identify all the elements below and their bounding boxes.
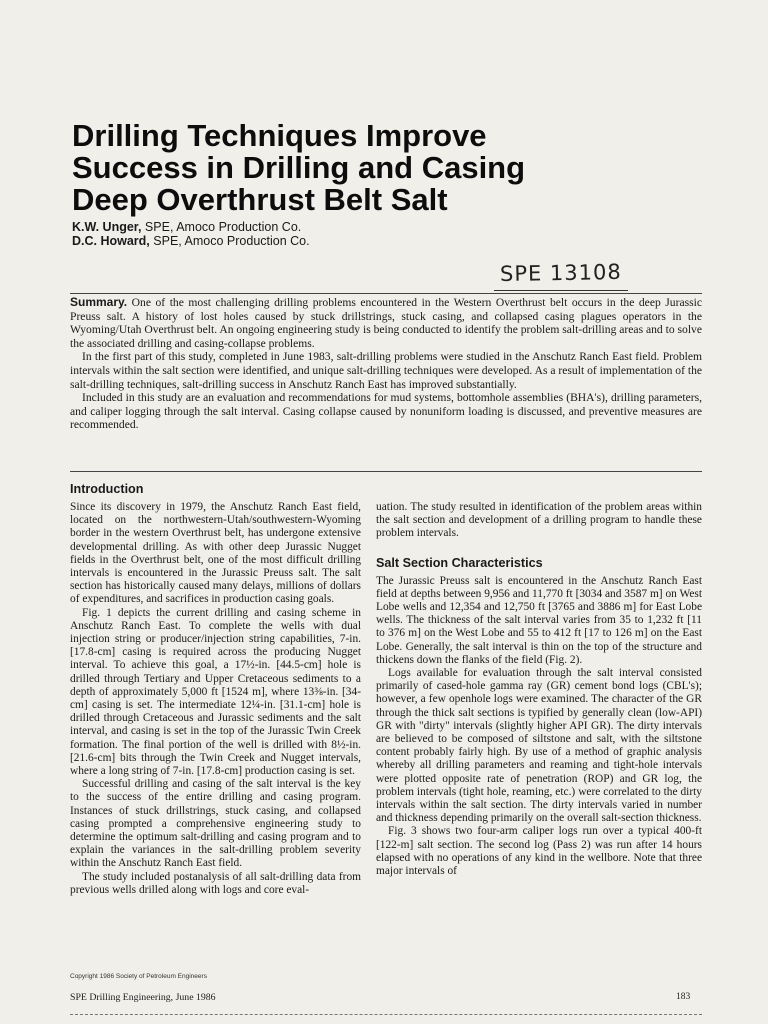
summary-paragraph-3: Included in this study are an evaluation and recommendations for mud systems, bottomhole assemblies (BHA's), drilling parameters, and caliper logging through the salt interval. Casing collapse caused by nonuniform loading is discussed, and preventive measures are recommended. bbox=[70, 391, 702, 432]
author-2-name: D.C. Howard, bbox=[72, 234, 150, 248]
author-2 bbox=[72, 234, 310, 248]
author-2-affiliation: SPE, Amoco Production Co. bbox=[149, 234, 310, 248]
title-line-1: Drilling Techniques Improve bbox=[72, 118, 487, 153]
title-line-2: Success in Drilling and Casing bbox=[72, 150, 526, 185]
author-1-name: K.W. Unger, bbox=[72, 220, 142, 234]
author-1-affiliation: SPE, Amoco Production Co. bbox=[141, 220, 302, 234]
summary-block bbox=[70, 296, 702, 432]
author-list bbox=[72, 220, 310, 248]
summary-paragraph-2: In the first part of this study, completed in June 1983, salt-drilling problems were studied in the Anschutz Ranch East field. Problem intervals within the salt section were identified, and unique salt-drilling techniques were developed. As a result of implementation of the salt-drilling techniques, salt-drilling success in Anschutz Ranch East has improved substantially. bbox=[70, 350, 703, 391]
summary-p1-text: One of the most challenging drilling problems encountered in the Western Overthrust belt occurs in the deep Jurassic Preuss salt. A history of lost holes caused by stuck drillstrings, stuck casing, and collapsed casing plagues operators in the Wyoming/Utah Overthrust belt. An ongoing engineering study is being conducted to identify the problem salt-drilling areas and to solve the associated drilling and casing-collapse problems. bbox=[70, 296, 703, 350]
page-number: 183 bbox=[676, 992, 691, 1002]
intro-paragraph-2: Fig. 1 depicts the current drilling and casing scheme in Anschutz Ranch East. To complete the wells with dual injection string or producer/injection string capabilities, 7-in. [17.8-cm] casing is required across the producing Nugget interval. To achieve this goal, a 17½-in. [44.5-cm] hole is drilled through Tertiary and Upper Cretaceous sediments to a depth of approximately 5,000 ft [1524 m], where 13⅜-in. [34-cm] casing is set. The intermediate 12¼-in. [31.1-cm] hole is drilled through Cretaceous and Jurassic sediments and the salt interval, and casing is set in the top of the Jurassic Twin Creek formation. The final portion of the well is drilled with 8½-in. [21.6-cm] bits through the Twin Creek and Nugget intervals, where a long string of 7-in. [17.8-cm] production casing is set. bbox=[70, 606, 361, 778]
handwritten-paper-number: SPE 13108 bbox=[499, 259, 622, 287]
copyright-notice: Copyright 1986 Society of Petroleum Engineers bbox=[70, 973, 207, 980]
salt-paragraph-2: Logs available for evaluation through the salt interval consisted primarily of cased-hole gamma ray (GR) cement bond logs (CBL's); however, a few openhole logs were examined. The character of the GR through the thick salt sections is typified by generally clean (low-API) GR with "dirty" intervals (slightly higher API GR). The dirty intervals are believed to be composed of siltstone and salt, with the siltstone content probably fairly high. By use of a method of graphic analysis whereby all drilling parameters and reaming and tight-hole intervals were plotted opposite rate of penetration (ROP) and GR log, the problem intervals (tight hole, reaming, etc.) were correlated to the dirty intervals within the salt section. The dirty intervals varied in number and thickness depending primarily on the overall salt-section thickness. bbox=[376, 667, 702, 825]
intro-paragraph-1: Since its discovery in 1979, the Anschutz Ranch East field, located on the northwestern-Utah/southwestern-Wyoming border in the western Overthrust belt, has undergone extensive developmental drilling. As with other deep Jurassic Nugget fields in the Overthrust belt, one of the most difficult drilling intervals is encountered in the Jurassic Preuss salt. The salt section has historically caused many delays, millions of dollars of expenditures, and sacrifices in production casing goals. bbox=[70, 501, 361, 606]
summary-bottom-rule bbox=[70, 471, 702, 472]
introduction-heading: Introduction bbox=[70, 482, 144, 496]
intro-paragraph-3: Successful drilling and casing of the salt interval is the key to the success of the entire drilling and casing program. Instances of stuck drillstrings, stuck casing, and collapsed casing prompted a comprehensive engineering study to determine the optimum salt-drilling and casing program and to explain the variances in the salt-drilling problem severity within the Anschutz Ranch East field. bbox=[70, 778, 361, 870]
intro-paragraph-4: The study included postanalysis of all salt-drilling data from previous wells drilled along with logs and core eval- bbox=[70, 870, 361, 896]
handwritten-underline bbox=[494, 290, 628, 291]
left-column bbox=[70, 481, 361, 897]
summary-top-rule bbox=[70, 293, 702, 294]
bottom-edge-dash bbox=[70, 1014, 702, 1015]
summary-lead: Summary. bbox=[70, 295, 128, 309]
salt-section-heading: Salt Section Characteristics bbox=[376, 555, 543, 570]
journal-footer: SPE Drilling Engineering, June 1986 bbox=[70, 992, 216, 1003]
author-1 bbox=[72, 220, 310, 234]
page-title bbox=[72, 120, 712, 216]
salt-paragraph-1: The Jurassic Preuss salt is encountered in the Anschutz Ranch East field at depths between 9,956 and 11,770 ft [3034 and 3587 m] on West Lobe wells and 12,354 and 12,750 ft [3765 and 3886 m] for East Lobe wells. The thickness of the salt interval varies from 35 to 1,232 ft [11 to 376 m] on the West Lobe and 55 to 412 ft [17 to 126 m] on the East Lobe. Generally, the salt interval is thin on the top of the structure and thickens down the flanks of the field (Fig. 2). bbox=[376, 574, 702, 666]
summary-paragraph-1 bbox=[70, 296, 702, 350]
salt-paragraph-3: Fig. 3 shows two four-arm caliper logs run over a typical 400-ft [122-m] salt section. The second log (Pass 2) was run after 14 hours elapsed with no operations of any kind in the wellbore. Note that three major intervals of bbox=[376, 825, 702, 878]
intro-paragraph-5: uation. The study resulted in identification of the problem areas within the salt section and development of a drilling program to handle these problem intervals. bbox=[376, 501, 702, 540]
right-column bbox=[376, 501, 702, 878]
title-line-3: Deep Overthrust Belt Salt bbox=[72, 182, 448, 217]
